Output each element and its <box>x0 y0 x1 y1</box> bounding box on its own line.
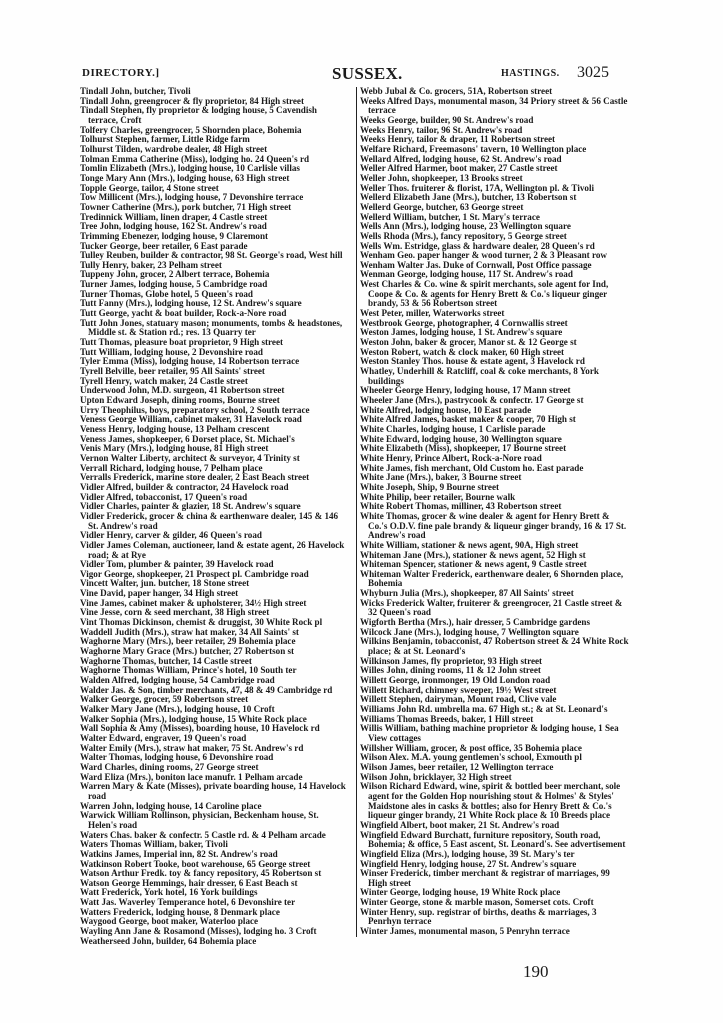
directory-entry: West Charles & Co. wine & spirit merchants, sole agent for Ind, Coope & Co. & agents for Henry Brett & Co.'s liqueur ginger brandy, 53 & 56 Robertson street <box>360 279 609 309</box>
directory-entry: Watson Arthur Fredk. toy & fancy repository, 45 Robertson st <box>80 868 322 879</box>
directory-entry: Verralls Frederick, marine store dealer, 2 East Beach street <box>80 472 310 483</box>
directory-entry: Wells Rhoda (Mrs.), fancy repository, 5 George street <box>360 230 567 241</box>
directory-entry: Westbrook George, photographer, 4 Cornwallis street <box>360 317 568 328</box>
directory-entry: Wigforth Bertha (Mrs.), hair dresser, 5 Cambridge gardens <box>360 617 591 628</box>
directory-entry: Tyrell Belville, beer retailer, 95 All Saints' street <box>80 366 265 377</box>
directory-entry: Tindall John, greengrocer & fly proprietor, 84 High street <box>80 95 304 106</box>
directory-entry: White William, stationer & news agent, 90A, High street <box>360 539 579 550</box>
directory-entry: Tindall Stephen, fly proprietor & lodging house, 5 Cavendish terrace, Croft <box>80 105 317 125</box>
directory-entry: Whiteman Spencer, stationer & news agent, 9 Castle street <box>360 559 587 570</box>
directory-entry: Watt Frederick, York hotel, 16 York buildings <box>80 887 258 898</box>
directory-entry: Tree John, lodging house, 162 St. Andrew's road <box>80 221 267 232</box>
directory-entry: Weston Stanley Thos. house & estate agent, 3 Havelock rd <box>360 356 585 367</box>
directory-entry: Wenham Walter Jas. Duke of Cornwall, Post Office passage <box>360 259 592 270</box>
header-town-label: HASTINGS. <box>501 68 560 79</box>
directory-entry: Vine Jesse, corn & seed merchant, 38 High street <box>80 607 270 618</box>
directory-entry: White Jane (Mrs.), baker, 3 Bourne street <box>360 472 522 483</box>
directory-entry: Tutt Fanny (Mrs.), lodging house, 12 St. Andrew's square <box>80 298 302 309</box>
directory-entry: Towner Catherine (Mrs.), pork butcher, 71 High street <box>80 201 292 212</box>
directory-entry: Walter Thomas, lodging house, 6 Devonshire road <box>80 752 274 763</box>
directory-entry: Tonge Mary Ann (Mrs.), lodging house, 63 High street <box>80 172 290 183</box>
directory-entry: White James, fish merchant, Old Custom ho. East parade <box>360 462 584 473</box>
directory-entry: Upton Edward Joseph, dining rooms, Bourne street <box>80 395 280 405</box>
directory-entry: Tutt William, lodging house, 2 Devonshire road <box>80 346 263 357</box>
directory-entry: Winser Frederick, timber merchant & registrar of marriages, 99 High street <box>360 868 610 888</box>
directory-entry: Weston Robert, watch & clock maker, 60 High street <box>360 346 565 357</box>
directory-entry: Veness George William, cabinet maker, 31 Havelock road <box>80 414 302 425</box>
directory-entry: Waghorne Mary Grace (Mrs.) butcher, 27 Robertson st <box>80 646 295 657</box>
directory-entry: Verrall Richard, lodging house, 7 Pelham place <box>80 462 263 473</box>
directory-entry: Wilcock Jane (Mrs.), lodging house, 7 Wellington square <box>360 626 579 637</box>
directory-entry: Wilson Alex. M.A. young gentlemen's school, Exmouth pl <box>360 752 582 763</box>
directory-entry: Warwick William Rollinson, physician, Beckenham house, St. Helen's road <box>80 810 319 830</box>
directory-entry: Waddell Judith (Mrs.), straw hat maker, 34 All Saints' st <box>80 626 299 637</box>
directory-entry: Weatherseed John, builder, 64 Bohemia place <box>80 935 257 946</box>
directory-entry: Weeks Henry, tailor & draper, 11 Robertson street <box>360 134 556 145</box>
directory-entry: Vine James, cabinet maker & upholsterer, 34½ High street <box>80 597 307 608</box>
directory-entry: Wenman George, lodging house, 117 St. Andrew's road <box>360 269 573 280</box>
directory-entry: Wingfield Albert, boot maker, 21 St. Andrew's road <box>360 819 560 830</box>
directory-entry: White Thomas, grocer & wine dealer & agent for Henry Brett & Co.'s O.D.V. fine pale brandy & liqueur ginger brandy, 16 & 17 St. Andrew's road <box>360 510 627 541</box>
directory-entry: Wingfield Edward Burchatt, furniture repository, South road, Bohemia; & office, 5 East ascent, St. Leonard's. See advertisement <box>360 829 626 850</box>
directory-entry: Webb Jubal & Co. grocers, 51A, Robertson street <box>360 86 553 96</box>
directory-entry: Willsher William, grocer, & post office, 35 Bohemia place <box>360 742 582 753</box>
directory-entry: Vigor George, shopkeeper, 21 Prospect pl. Cambridge road <box>80 568 309 579</box>
directory-entry: Watt Jas. Waverley Temperance hotel, 6 Devonshire ter <box>80 897 296 908</box>
directory-entry: Wingfield Eliza (Mrs.), lodging house, 39 St. Mary's ter <box>360 848 575 859</box>
directory-entry: Tyrell Henry, watch maker, 24 Castle street <box>80 375 248 386</box>
directory-entry: Tuppeny John, grocer, 2 Albert terrace, Bohemia <box>80 269 270 280</box>
directory-entry: Wingfield Henry, lodging house, 27 St. Andrew's square <box>360 858 577 869</box>
directory-entry: Vidler Tom, plumber & painter, 39 Havelock road <box>80 559 274 570</box>
directory-entry: Winter James, monumental mason, 5 Penryhn terrace <box>360 926 570 937</box>
directory-entry: Wilkins Benjamin, tobacconist, 47 Robertson street & 24 White Rock place; & at St. Leonard's <box>360 636 629 657</box>
left-column-entries <box>80 87 348 946</box>
directory-entry: Weston James, lodging house, 1 St. Andrew's square <box>360 327 563 338</box>
directory-entry: Watkins James, Imperial inn, 82 St. Andrew's road <box>80 848 278 859</box>
directory-entry: Weston John, baker & grocer, Manor st. & 12 George st <box>360 337 577 348</box>
right-column-entries <box>356 87 630 937</box>
directory-entry: Willett Richard, chimney sweeper, 19½ West street <box>360 684 557 695</box>
directory-entry: Wells Ann (Mrs.), lodging house, 23 Wellington square <box>360 221 571 232</box>
directory-entry: Walter Emily (Mrs.), straw hat maker, 75 St. Andrew's rd <box>80 742 304 753</box>
header-page-number: 3025 <box>577 64 609 81</box>
directory-entry: Walter Edward, engraver, 19 Queen's road <box>80 732 247 743</box>
directory-entry: Waygood George, boot maker, Waterloo place <box>80 916 259 927</box>
directory-entry: Winter Henry, sup. registrar of births, deaths & marriages, 3 Penrhyn terrace <box>360 906 597 927</box>
directory-entry: Williams John Rd. umbrella ma. 67 High st.; & at St. Leonard's <box>360 704 608 714</box>
directory-entry: Weller Thos. fruiterer & florist, 17A, Wellington pl. & Tivoli <box>360 182 594 193</box>
directory-entry: Vernon Walter Liberty, architect & surveyor, 4 Trinity st <box>80 452 300 463</box>
directory-entry: Veness James, shopkeeper, 6 Dorset place, St. Michael's <box>80 433 295 444</box>
directory-entry: Winter George, lodging house, 19 White Rock place <box>360 887 561 898</box>
directory-entry: Tolhurst Stephen, farmer, Little Ridge farm <box>80 134 250 145</box>
directory-entry: Turner Thomas, Globe hotel, 5 Queen's road <box>80 288 253 299</box>
directory-entry: Wellerd Elizabeth Jane (Mrs.), butcher, 13 Robertson st <box>360 192 577 203</box>
directory-entry: Tully Henry, baker, 23 Pelham street <box>80 259 222 270</box>
directory-entry: Wheeler George Henry, lodging house, 17 Mann street <box>360 385 571 396</box>
directory-entry: Tyler Emma (Miss), lodging house, 14 Robertson terrace <box>80 356 300 367</box>
directory-entry: Tolfery Charles, greengrocer, 5 Shornden place, Bohemia <box>80 124 302 135</box>
directory-entry: Weller Alfred Harmer, boot maker, 27 Castle street <box>360 163 558 174</box>
directory-entry: Walker George, grocer, 59 Robertson street <box>80 694 249 705</box>
footer-page-number: 190 <box>523 962 549 981</box>
directory-entry: Tolhurst Tilden, wardrobe dealer, 48 High street <box>80 143 268 154</box>
directory-entry: Tomlin Elizabeth (Mrs.), lodging house, 10 Carlisle villas <box>80 163 300 174</box>
directory-entry: Tutt Thomas, pleasure boat proprietor, 9 High street <box>80 337 284 348</box>
directory-entry: Trimming Ebenezer, lodging house, 9 Claremont <box>80 230 269 241</box>
directory-entry: Ward Eliza (Mrs.), boniton lace manufr. 1 Pelham arcade <box>80 771 303 782</box>
directory-entry: Topple George, tailor, 4 Stone street <box>80 182 219 193</box>
directory-entry: Veness Henry, lodging house, 13 Pelham crescent <box>80 423 270 434</box>
directory-entry: Wells Wm. Estridge, glass & hardware dealer, 28 Queen's rd <box>360 240 595 251</box>
directory-entry: Warren Mary & Kate (Misses), private boarding house, 14 Havelock road <box>80 781 346 801</box>
directory-entry: Wilson John, bricklayer, 32 High street <box>360 771 512 782</box>
directory-entry: Whiteman Walter Frederick, earthenware dealer, 6 Shornden place, Bohemia <box>360 568 624 589</box>
directory-entry: Tredinnick William, linen draper, 4 Castle street <box>80 211 268 222</box>
directory-entry: Vint Thomas Dickinson, chemist & druggist, 30 White Rock pl <box>80 617 323 628</box>
directory-entry: Whatley, Underhill & Ratcliff, coal & coke merchants, 8 York buildings <box>360 366 599 386</box>
directory-entry: Wellerd George, butcher, 63 George street <box>360 201 524 212</box>
directory-entry: Walden Alfred, lodging house, 54 Cambridge road <box>80 675 275 686</box>
directory-entry: White Alfred, lodging house, 10 East parade <box>360 404 532 415</box>
directory-entry: Tindall John, butcher, Tivoli <box>80 86 191 96</box>
directory-entry: Wicks Frederick Walter, fruiterer & greengrocer, 21 Castle street & 32 Queen's road <box>360 597 623 618</box>
directory-entry: Welfare Richard, Freemasons' tavern, 10 Wellington place <box>360 143 587 154</box>
directory-entry: Wayling Ann Jane & Rosamond (Misses), lodging ho. 3 Croft <box>80 926 317 937</box>
directory-entry: Vidler James Coleman, auctioneer, land & estate agent, 26 Havelock road; & at Rye <box>80 539 345 560</box>
header-directory-label: DIRECTORY.] <box>82 67 160 79</box>
directory-entry: Walder Jas. & Son, timber merchants, 47, 48 & 49 Cambridge rd <box>80 684 333 695</box>
directory-entry: Wheeler Jane (Mrs.), pastrycook & confectr. 17 George st <box>360 395 584 405</box>
directory-entry: White Charles, lodging house, 1 Carlisle parade <box>360 423 546 434</box>
directory-entry: Vine David, paper hanger, 34 High street <box>80 588 239 599</box>
directory-entry: Whyburn Julia (Mrs.), shopkeeper, 87 All Saints' street <box>360 588 574 599</box>
directory-entry: Weeks Alfred Days, monumental mason, 34 Priory street & 56 Castle terrace <box>360 95 628 116</box>
directory-entry: Vidler Henry, carver & gilder, 46 Queen's road <box>80 530 262 541</box>
header-county-title: SUSSEX. <box>332 64 403 83</box>
directory-entry: Vidler Alfred, tobacconist, 17 Queen's road <box>80 491 248 502</box>
directory-entry: Willett Stephen, dairyman, Mount road, Clive vale <box>360 694 557 705</box>
directory-entry: Weeks Henry, tailor, 96 St. Andrew's road <box>360 124 523 135</box>
directory-entry: Vidler Charles, painter & glazier, 18 St. Andrew's square <box>80 501 301 512</box>
directory-entry: Vidler Alfred, builder & contractor, 24 Havelock road <box>80 481 289 492</box>
directory-entry: Whiteman Jane (Mrs.), stationer & news agent, 52 High st <box>360 549 586 560</box>
directory-entry: White Alfred James, basket maker & cooper, 70 High st <box>360 414 576 425</box>
directory-entry: Watters Frederick, lodging house, 8 Denmark place <box>80 906 280 917</box>
directory-entry: Wenham Geo. paper hanger & wood turner, 2 & 3 Pleasant row <box>360 250 607 261</box>
directory-entry: Wall Sophia & Amy (Misses), boarding house, 10 Havelock rd <box>80 723 320 734</box>
directory-entry: Tutt George, yacht & boat builder, Rock-a-Nore road <box>80 308 287 319</box>
directory-entry: Waghorne Mary (Mrs.), beer retailer, 29 Bohemia place <box>80 636 296 647</box>
directory-entry: Willes John, dining rooms, 11 & 12 John street <box>360 665 541 676</box>
directory-entry: Venis Mary (Mrs.), lodging house, 81 High street <box>80 443 269 454</box>
directory-entry: Warren John, lodging house, 14 Caroline place <box>80 800 262 811</box>
directory-entry: Tulley Reuben, builder & contractor, 98 St. George's road, West hill <box>80 250 343 261</box>
directory-entry: White Robert Thomas, milliner, 43 Robertson street <box>360 501 562 512</box>
directory-entry: Willett George, ironmonger, 19 Old London road <box>360 675 551 686</box>
directory-entry: Tucker George, beer retailer, 6 East parade <box>80 240 248 251</box>
directory-entry: Walker Sophia (Mrs.), lodging house, 15 White Rock place <box>80 713 307 724</box>
directory-entry: White Edward, lodging house, 30 Wellington square <box>360 433 562 444</box>
directory-entry: Wilson Richard Edward, wine, spirit & bottled beer merchant, sole agent for the Golden Hop nourishing stout & Holmes' & Styles' Maidstone ales in casks & bottles; also for Henry Brett & Co.'s liqueur ginger brandy, 21 White Rock place & 10 Breeds place <box>360 781 621 821</box>
directory-entry: White Joseph, Ship, 9 Bourne street <box>360 481 500 492</box>
directory-entry: Tutt John Jones, statuary mason; monuments, tombs & headstones, Middle st. & Station rd.; res. 13 Quarry ter <box>80 317 343 338</box>
page-header <box>82 64 662 84</box>
directory-entry: Waters Thomas William, baker, Tivoli <box>80 839 228 850</box>
directory-entry: Watkinson Robert Tooke, boot warehouse, 65 George street <box>80 858 311 869</box>
directory-entry: Watson George Hemmings, hair dresser, 6 East Beach st <box>80 877 298 888</box>
directory-entry: Winter George, stone & marble mason, Somerset cots. Croft <box>360 897 594 908</box>
directory-entry: Wellerd William, butcher, 1 St. Mary's terrace <box>360 211 540 222</box>
directory-entry: Waghorne Thomas, butcher, 14 Castle street <box>80 655 252 666</box>
directory-entry: White Philip, beer retailer, Bourne walk <box>360 491 516 502</box>
directory-entry: White Henry, Prince Albert, Rock-a-Nore road <box>360 452 542 463</box>
directory-entry: Ward Charles, dining rooms, 27 George street <box>80 761 259 772</box>
directory-entry: West Peter, miller, Waterworks street <box>360 308 505 319</box>
directory-entry: Williams Thomas Breeds, baker, 1 Hill street <box>360 713 534 724</box>
directory-entry: Wilkinson James, fly proprietor, 93 High street <box>360 655 543 666</box>
directory-entry: Weeks George, builder, 90 St. Andrew's road <box>360 114 534 125</box>
directory-entry: Wilson James, beer retailer, 12 Wellington terrace <box>360 761 554 772</box>
directory-entry: Waters Chas. baker & confectr. 5 Castle rd. & 4 Pelham arcade <box>80 829 326 840</box>
directory-entry: Urry Theophilus, boys, preparatory school, 2 South terrace <box>80 404 310 415</box>
directory-entry: Wellard Alfred, lodging house, 62 St. Andrew's road <box>360 153 562 164</box>
directory-entry: Tolman Emma Catherine (Miss), lodging ho. 24 Queen's rd <box>80 153 310 164</box>
directory-entry: Weller John, shopkeeper, 13 Brooks street <box>360 172 523 183</box>
directory-entry: Willis William, bathing machine proprietor & lodging house, 1 Sea View cottages <box>360 723 619 743</box>
directory-entry: Walker Mary Jane (Mrs.), lodging house, 10 Croft <box>80 704 275 714</box>
directory-entry: Tow Millicent (Mrs.), lodging house, 7 Devonshire terrace <box>80 192 304 203</box>
directory-entry: Vincett Walter, jun. butcher, 18 Stone street <box>80 578 250 589</box>
directory-entry: White Elizabeth (Miss), shopkeeper, 17 Bourne street <box>360 443 567 454</box>
directory-entry: Turner James, lodging house, 5 Cambridge road <box>80 279 268 290</box>
directory-entry: Underwood John, M.D. surgeon, 41 Robertson street <box>80 385 285 396</box>
directory-entry: Waghorne Thomas William, Prince's hotel, 10 South ter <box>80 665 297 676</box>
directory-entry: Vidler Frederick, grocer & china & earthenware dealer, 145 & 146 St. Andrew's road <box>80 510 339 531</box>
